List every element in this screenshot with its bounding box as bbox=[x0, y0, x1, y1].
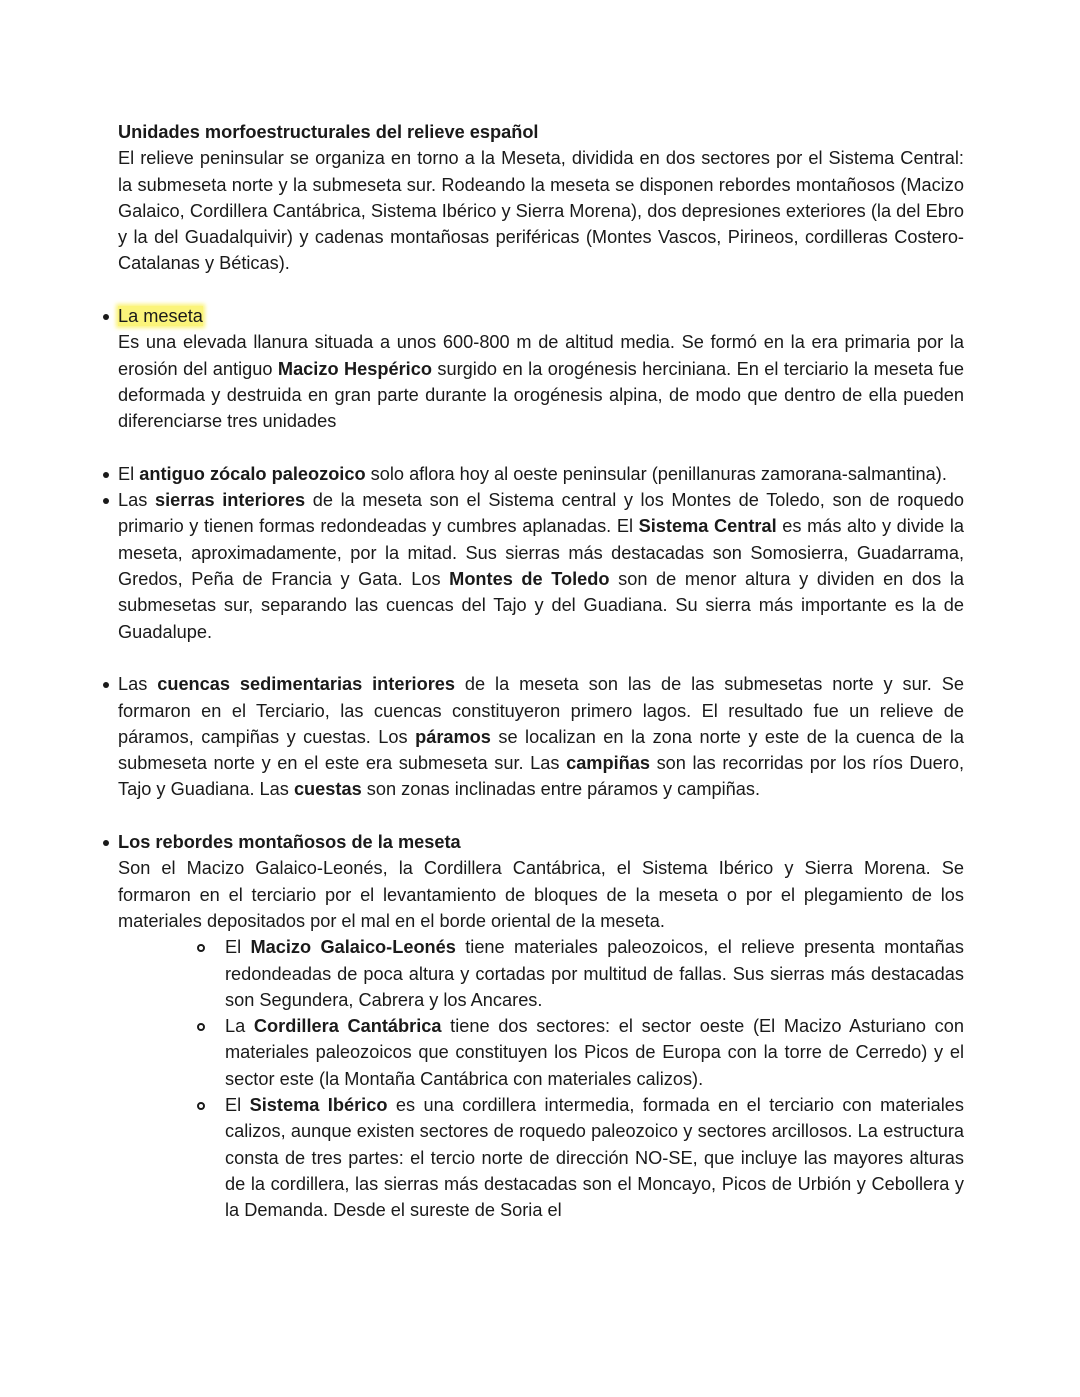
bullet-icon bbox=[103, 682, 109, 688]
circle-bullet-icon bbox=[197, 1102, 205, 1110]
sub-item-iberico: El Sistema Ibérico es una cordillera intermedia, formada en el terciario con materiales calizos, aunque existen sectores de roquedo paleozoico y sectores arcillosos. La estructura consta de tres partes: el tercio norte de dirección NO-SE, que incluye las mayores alturas de la cordillera, las sierras más destacadas son el Moncayo, Picos de Urbión y Cebollera y la Demanda. Desde el sureste de Soria el bbox=[225, 1092, 964, 1223]
rebordes-paragraph: Son el Macizo Galaico-Leonés, la Cordillera Cantábrica, el Sistema Ibérico y Sierra Morena. Se formaron en el terciario por el levantamiento de bloques de la meseta o por el plegamiento de los materiales depositados por el mal en el borde oriental de la meseta. bbox=[118, 858, 964, 931]
bullet-icon bbox=[103, 498, 109, 504]
document-title: Unidades morfoestructurales del relieve español bbox=[118, 122, 539, 142]
meseta-heading: La meseta bbox=[118, 306, 203, 327]
bullet-icon bbox=[103, 472, 109, 478]
sierras-item: Las sierras interiores de la meseta son el Sistema central y los Montes de Toledo, son de roquedo primario y tienen formas redondeadas y cumbres aplanadas. El Sistema Central es más alto y divide la meseta, aproximadamente, por la mitad. Sus sierras más destacadas son Somosierra, Guadarrama, Gredos, Peña de Francia y Gata. Los Montes de Toledo son de menor altura y dividen en dos la submesetas sur, separando las cuencas del Tajo y del Guadiana. Su sierra más importante es la de Guadalupe. bbox=[118, 487, 964, 645]
bullet-icon bbox=[103, 314, 109, 320]
document-body bbox=[118, 119, 964, 1223]
meseta-section bbox=[118, 303, 964, 434]
cuencas-item: Las cuencas sedimentarias interiores de la meseta son las de las submesetas norte y sur. Se formaron en el Terciario, las cuencas constituyeron primero lagos. El resultado fue un relieve de páramos, campiñas y cuestas. Los páramos se localizan en la zona norte y este de la cuenca de la submeseta norte y en el este era submeseta sur. Las campiñas son las recorridas por los ríos Duero, Tajo y Guadiana. Las cuestas son zonas inclinadas entre páramos y campiñas. bbox=[118, 671, 964, 802]
intro-paragraph: El relieve peninsular se organiza en torno a la Meseta, dividida en dos sectores por el Sistema Central: la submeseta norte y la submeseta sur. Rodeando la meseta se disponen rebordes montañosos (Macizo Galaico, Cordillera Cantábrica, Sistema Ibérico y Sierra Morena), dos depresiones exteriores (la del Ebro y la del Guadalquivir) y cadenas montañosas periféricas (Montes Vascos, Pirineos, cordilleras Costero-Catalanas y Béticas). bbox=[118, 148, 964, 274]
circle-bullet-icon bbox=[197, 944, 205, 952]
sub-item-galaico: El Macizo Galaico-Leonés tiene materiales paleozoicos, el relieve presenta montañas redondeadas de poca altura y cortadas por multitud de fallas. Sus sierras más destacadas son Segundera, Cabrera y los Ancares. bbox=[225, 934, 964, 1013]
meseta-paragraph: Es una elevada llanura situada a unos 600-800 m de altitud media. Se formó en la era primaria por la erosión del antiguo Macizo Hespérico surgido en la orogénesis herciniana. En el terciario la meseta fue deformada y destruida en gran parte durante la orogénesis alpina, de modo que dentro de ella pueden diferenciarse tres unidades bbox=[118, 332, 964, 432]
zocalo-item: El antiguo zócalo paleozoico solo aflora hoy al oeste peninsular (penillanuras zamorana-salmantina). bbox=[118, 461, 964, 487]
bullet-icon bbox=[103, 840, 109, 846]
circle-bullet-icon bbox=[197, 1023, 205, 1031]
sub-item-cantabrica: La Cordillera Cantábrica tiene dos sectores: el sector oeste (El Macizo Asturiano con materiales paleozoicos que constituyen los Picos de Europa con la torre de Cerredo) y el sector este (la Montaña Cantábrica con materiales calizos). bbox=[225, 1013, 964, 1092]
rebordes-heading: Los rebordes montañosos de la meseta bbox=[118, 832, 461, 853]
rebordes-section bbox=[118, 829, 964, 934]
